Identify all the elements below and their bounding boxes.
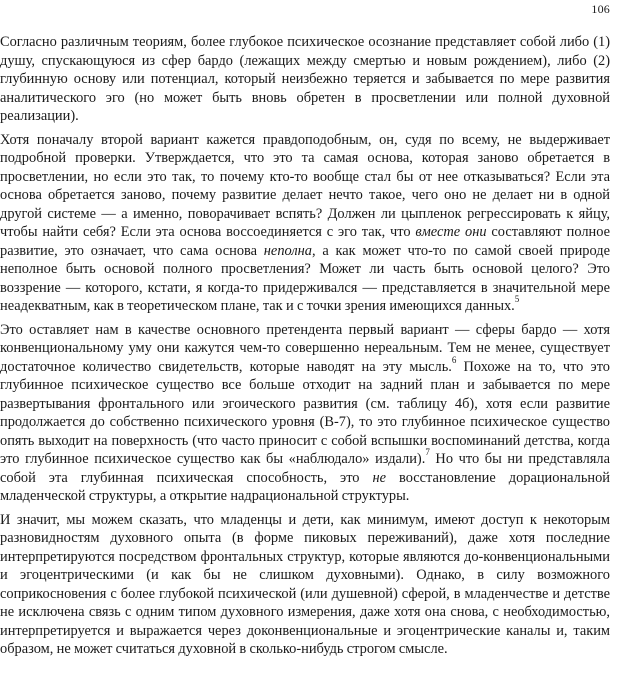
paragraph-bardo-realms bbox=[0, 321, 610, 506]
paragraph-infant-spirituality: И значит, мы можем сказать, что младенцы и дети, как минимум, имеют доступ к некоторым разновидностям духовного опыта (в форме пиковых переживаний), даже хотя последние интерпретируются посредством фронтальных структур, которые являются до-конвенциональными и эгоцентрическими (и как бы не слишком духовными). Однако, в силу возможного соприкосновения с более глубокой психической (или душевной) сферой, в младенчестве и детстве не исключена связь с одним типом духовного измерения, даже хотя она снова, с необходимостью, интерпретируется и выражается через доконвенциональные и эгоцентрические каналы и, таким образом, не может считаться духовной в сколько-нибудь строгом смысле. bbox=[0, 511, 610, 657]
footnote-marker: 6 bbox=[451, 354, 457, 365]
italic-emphasis: вместе они bbox=[415, 224, 487, 240]
italic-emphasis: неполна bbox=[263, 242, 312, 259]
italic-emphasis: не bbox=[372, 469, 387, 486]
paragraph-text: восстановление дорациональной младенческой структуры, а открытие надрациональной структуры. bbox=[0, 469, 610, 504]
paragraph-text: Хотя поначалу второй вариант кажется правдоподобным, он, судя по всему, не выдерживает подробной проверки. Утверждается, что это та самая основа, которая заново обретается в просветлении, но если это так, то почему кто-то вообще стал бы от нее отказываться? Если эта основа обретается заново, почему развитие делает нечто такое, чего оно не делает ни в одной другой системе — а именно, поворачивает вспять? Должен ли цыпленок регрессировать к яйцу, чтобы найти себя? Если эта основа воссоединяется с эго так, что bbox=[0, 131, 610, 240]
page-number: 106 bbox=[591, 2, 610, 16]
paragraph-text: Это оставляет нам в качестве основного претендента первый вариант — сферы бардо — хотя конвенциональному уму они кажутся чем-то совершенно нереальным. Тем не менее, существует достаточное количество свидетельств, которые наводят на эту мысль. bbox=[0, 321, 610, 375]
paragraph-text: , а как может что-то по самой своей природе неполное быть основой полного просветления? Может ли часть быть основой целого? Это воззрение — которого, кстати, я когда-то придерживался — представляется в значительной мере неадекватным, как в теоретическом плане, так и с точки зрения имеющихся данных. bbox=[0, 242, 610, 314]
paragraph-text: Похоже на то, что это глубинное психическое существо все больше отходит на задний план и забывается по мере развертывания фронтального или эгоического развития (см. таблицу 4б), хотя если развитие продолжается до собственно психического уровня (В-7), то это глубинное психическое существо опять выходит на поверхность (что часто приносит с собой вспышки воспоминаний детства, когда это глубинное психическое существо как бы «наблюдало» издали). bbox=[0, 358, 610, 467]
paragraph-ground-critique bbox=[0, 131, 610, 316]
footnote-marker: 7 bbox=[425, 447, 430, 458]
paragraph-text: Но что бы ни представляла собой эта глубинная психическая способность, это bbox=[0, 451, 610, 486]
page-body bbox=[0, 33, 610, 664]
footnote-marker: 5 bbox=[514, 294, 520, 305]
paragraph-souls-theories: Согласно различным теориям, более глубокое психическое осознание представляет собой либо (1) душу, спускающуюся из сфер бардо (лежащих между смертью и новым рождением), либо (2) глубинную основу или потенциал, который неизбежно теряется и забывается по мере развития аналитического эго (но может быть вновь обретен в просветлении или полной духовной реализации). bbox=[0, 34, 610, 124]
paragraph-text: составляют полное развитие, это означает, что сама основа bbox=[0, 224, 610, 259]
